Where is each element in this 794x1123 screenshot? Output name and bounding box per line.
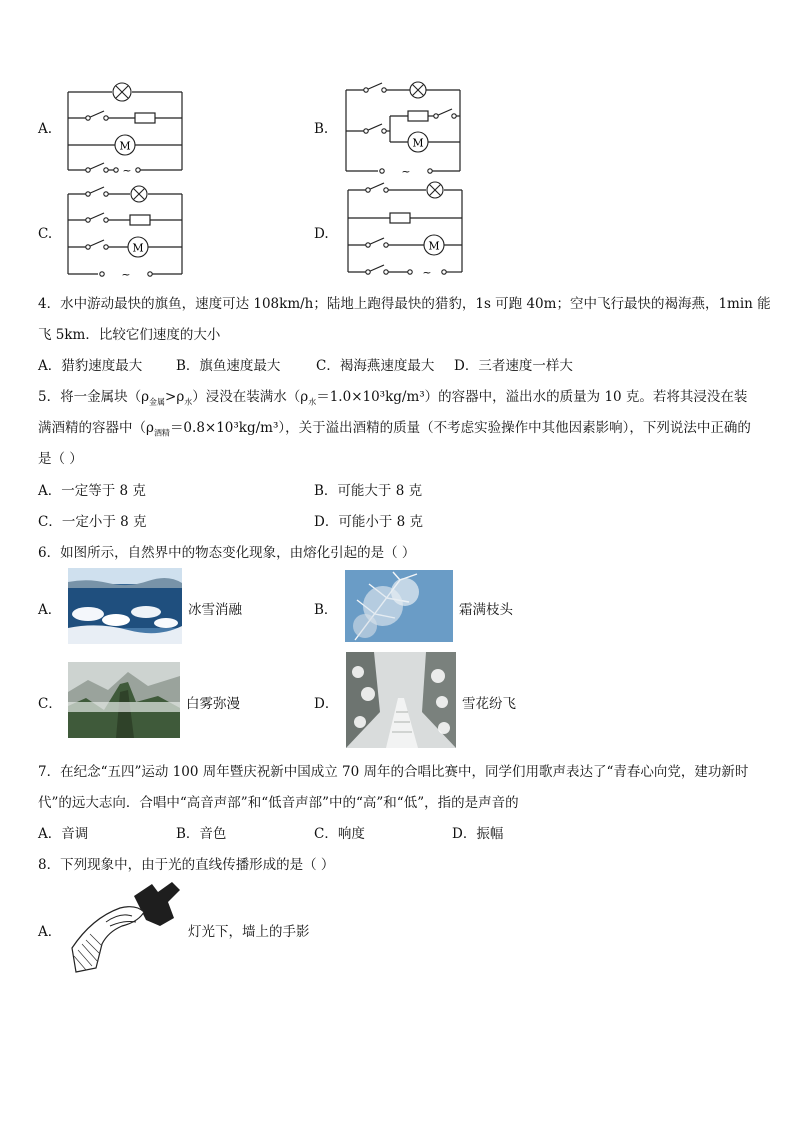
q8-stem: 8．下列现象中，由于光的直线传播形成的是（ ） bbox=[38, 857, 335, 873]
q8-option-a-label: A． bbox=[38, 924, 62, 940]
q5-option-d: D．可能小于 8 克 bbox=[314, 514, 423, 530]
q4-option-a: A．猎豹速度最大 bbox=[38, 358, 143, 374]
ac-symbol: ~ bbox=[401, 165, 411, 178]
q5-option-b: B．可能大于 8 克 bbox=[314, 483, 423, 499]
q5-stem-line-2: 满酒精的容器中$(\rho_{酒精}=0.8\times 10^3kg/m^3)$，关于溢出酒精的质量（不考虑实验操作中其他因素影响），下列说法中正确的 bbox=[38, 420, 751, 438]
q4-option-d: D．三者速度一样大 bbox=[454, 358, 573, 374]
motor-symbol: M bbox=[119, 139, 131, 153]
q4-option-b: B．旗鱼速度最大 bbox=[176, 358, 281, 374]
circuit-diagram-d bbox=[338, 180, 468, 280]
q6-option-c-caption: 白雾弥漫 bbox=[186, 696, 240, 712]
q7-option-d: D．振幅 bbox=[452, 826, 504, 842]
q6-option-a-caption: 冰雪消融 bbox=[188, 602, 242, 618]
q4-stem-line-1: 4．水中游动最快的旗鱼，速度可达 108km/h；陆地上跑得最快的猎豹，1s 可跑 40m；空中飞行最快的褐海燕，1min 能 bbox=[38, 296, 771, 312]
q3-option-b-label: B. bbox=[314, 121, 329, 137]
circuit-diagram-c bbox=[60, 182, 190, 280]
q6-option-d-label: D． bbox=[314, 696, 339, 712]
q8-option-a-caption: 灯光下，墙上的手影 bbox=[188, 924, 310, 940]
q4-option-c: C．褐海燕速度最大 bbox=[316, 358, 435, 374]
q5-option-c: C．一定小于 8 克 bbox=[38, 514, 147, 530]
q6-option-d-caption: 雪花纷飞 bbox=[462, 696, 516, 712]
circuit-diagram-a bbox=[60, 80, 190, 175]
q6-option-c-label: C． bbox=[38, 696, 62, 712]
q6-option-a-label: A． bbox=[38, 602, 62, 618]
q3-option-a-label: A. bbox=[38, 121, 53, 137]
melting-snow-photo bbox=[68, 568, 182, 644]
ac-symbol: ~ bbox=[121, 268, 131, 280]
q7-stem-line-1: 7．在纪念“五四”运动 100 周年暨庆祝新中国成立 70 周年的合唱比赛中，同学们用歌声表达了“青春心向党，建功新时 bbox=[38, 764, 749, 780]
ac-symbol: ~ bbox=[422, 266, 432, 279]
frost-branch-photo bbox=[345, 570, 453, 642]
motor-symbol: M bbox=[412, 136, 424, 150]
q5-stem-line-1: 5．将一金属块$(\rho_{金属}>\rho_水)$浸没在装满水$(\rho_水=1.0\times 10^3kg/m^3)$的容器中，溢出水的质量为 10 克。若将其浸没在装 bbox=[38, 389, 748, 407]
q4-stem-line-2: 飞 5km．比较它们速度的大小 bbox=[38, 327, 221, 343]
snowfall-path-photo bbox=[346, 652, 456, 748]
q7-option-a: A．音调 bbox=[38, 826, 89, 842]
q6-stem: 6．如图所示，自然界中的物态变化现象，由熔化引起的是（ ） bbox=[38, 545, 416, 561]
q3-option-c-label: C. bbox=[38, 226, 53, 242]
motor-symbol: M bbox=[428, 239, 440, 253]
motor-symbol: M bbox=[132, 241, 144, 255]
circuit-diagram-b bbox=[338, 76, 468, 181]
hand-shadow-illustration bbox=[62, 878, 186, 974]
q7-stem-line-2: 代”的远大志向．合唱中“高音声部”和“低音声部”中的“高”和“低”，指的是声音的 bbox=[38, 795, 519, 811]
q7-option-b: B．音色 bbox=[176, 826, 227, 842]
q5-option-a: A．一定等于 8 克 bbox=[38, 483, 146, 499]
q6-option-b-caption: 霜满枝头 bbox=[459, 602, 513, 618]
q6-option-b-label: B． bbox=[314, 602, 338, 618]
q3-option-d-label: D. bbox=[314, 226, 329, 242]
q7-option-c: C．响度 bbox=[314, 826, 365, 842]
ac-symbol: ~ bbox=[122, 164, 132, 175]
q5-stem-line-3: 是（ ） bbox=[38, 451, 83, 467]
fog-mountain-photo bbox=[68, 662, 180, 738]
